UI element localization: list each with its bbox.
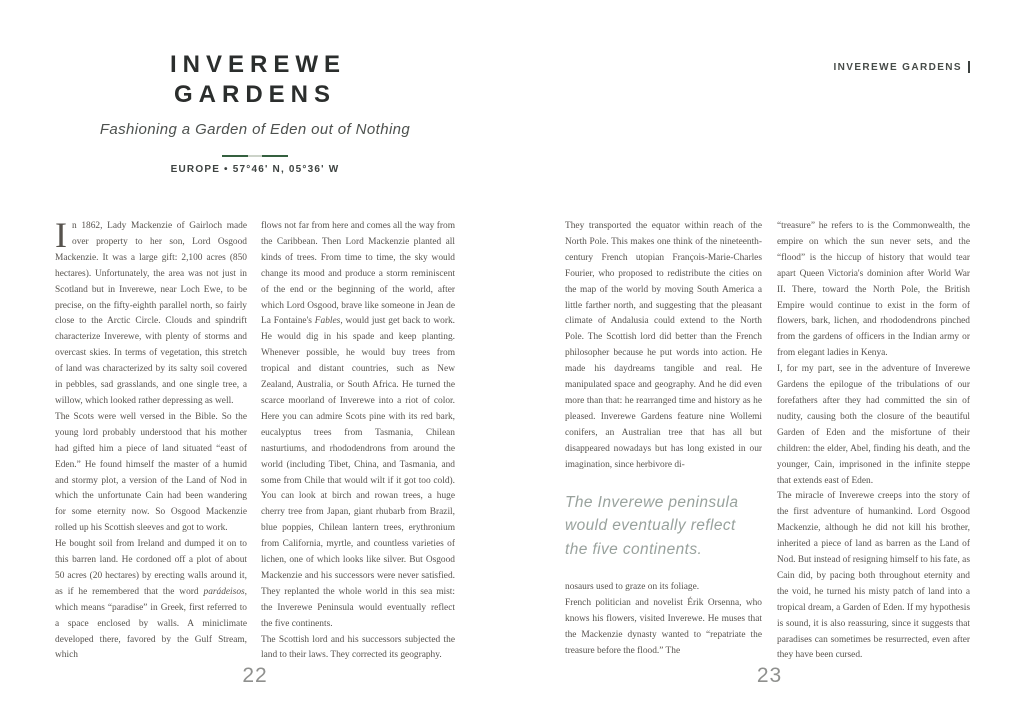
pull-quote: The Inverewe peninsula would eventually reflect the five continents. [565,493,739,558]
paragraph-text: He bought soil from Ireland and dumped it on to this barren land. He cordoned off a plot of about 50 acres (20 hectares) by erecting walls around it, as if he remembered that the word [55,539,247,597]
paragraph [55,537,247,664]
divider-segment-left [222,155,248,157]
paragraph: I, for my part, see in the adventure of Inverewe Gardens the epilogue of the tribulations of our forefathers after they had committed the sin of nudity, causing both the closure of the beautiful Garden of Eden and the misfortune of their children: the elder, Abel, finding his death, and the younger, Cain, imprisoned in the infinite steppe that extends east of Eden. [777,364,970,486]
title-line-1: INVEREWE [169,51,346,78]
location-line: EUROPE • 57°46' N, 05°36' W [170,164,340,175]
paragraph-text: flows not far from here and comes all the way from the Caribbean. Then Lord Mackenzie planted all kinds of trees. From time to time, the sky would change its mood and produce a storm reminiscent of the end or the beginning of the world, after which Lord Osgood, brave like someone in Jean de La Fontaine's [261,221,455,327]
paragraph-text: , which means “paradise” in Greek, first referred to a space enclosed by walls. A miniclimate developed there, favored by the Gulf Stream, which [55,586,247,661]
page-number-right: 23 [756,664,783,687]
title-line-2: GARDENS [173,81,336,108]
page-right [512,0,1024,720]
text-column-4 [777,219,970,664]
paragraph: French politician and novelist Érik Orsenna, who knows his flowers, visited Inverewe. He muses that the Mackenzie dynasty wanted to “repatriate the treasure before the flood.” The [565,597,762,656]
chapter-header [55,50,455,175]
paragraph-text: n 1862, Lady Mackenzie of Gairloch made over property to her son, Lord Osgood Mackenzie. It was a large gift: 2,100 acres (850 hectares). Unfortunately, the area was not just in Scotland but in Inverewe, near Loch Ewe, to be precise, on the fifty-eighth parallel north, so fairly close to the Arctic Circle. Clouds and spindrift characterize Inverewe, with plenty of storms and overcast skies. In terms of vegetation, this stretch of land was characterized by its salty soil covered in pebbles, sad grasslands, and one single tree, a willow, which looked rather depressing as well. [55,221,247,406]
divider-segment-center [248,155,262,157]
paragraph: The Scots were well versed in the Bible. So the young lord probably understood that his mother had gifted him a piece of land situated “east of Eden.” He found himself the master of a humid and stormy plot, a version of the Land of Nod in which the unfortunate Cain had been wandering for some eternity now. So Osgood Mackenzie rolled up his Scottish sleeves and got to work. [55,411,247,534]
text-column-2 [261,219,455,664]
paragraph [261,219,455,633]
paragraph: nosaurs used to graze on its foliage. [565,582,700,592]
running-head-text: INVEREWE GARDENS [833,62,962,73]
italic-term: parádeisos [203,586,245,597]
italic-term: Fables [314,316,341,327]
divider-segment-right [262,155,288,157]
paragraph [55,215,247,410]
paragraph: They transported the equator within reach of the North Pole. This makes one think of the nineteenth-century French utopian François-Marie-Charles Fourier, who proposed to redistribute the cities on the map of the world by moving South America a little farther north, and suggesting that the pleasant climate of Andalusia could extend to the North Pole. The Scottish lord did better than the French philosopher because he put words into action. He made his daydreams tangible and real. He manipulated space and geography. And he did even more than that: he rearranged time and history as he pleased. Inverewe Gardens feature nine Wollemi conifers, an Australian tree that has all but disappeared nowadays but has long existed in our imagination, since herbivore di- [565,221,762,470]
paragraph-text: , would just get back to work. He would dig in his spade and keep planting. Whenever possible, he would buy trees from tropical and distant countries, such as New Zealand, Australia, or South Africa. He turned the scarce moorland of Inverewe into a riot of color. Here you can admire Scots pine with its red bark, eucalyptus trees from Tasmania, Chilean nasturtiums, and rhododendrons from around the world (including Tibet, China, and Tasmania, and some from Chile that would wilt if it got too cold). You can look at birch and rowan trees, a huge cherry tree from Japan, giant rhubarb from Brazil, blue poppies, Chilean lantern trees, erythronium from California, myrtle, and countless varieties of lichen, one of which looks like silver. But Osgood Mackenzie and his successors were never satisfied. They replanted the whole world in this sea mist: the Inverewe Peninsula would eventually reflect the five continents. [261,316,455,629]
paragraph: The miracle of Inverewe creeps into the story of the first adventure of humankind. Lord Osgood Mackenzie, although he did not kill his brother, inherited a piece of land as barren as the Land of Nod. But instead of resigning himself to his fate, as Cain did, by pacing both throughout eternity and the void, he turned his misty patch of land into a tropical dream, a Garden of Eden. If my hypothesis is sound, it is also reassuring, since it suggests that paradises can sometimes be resurrected, even after they have been cursed. [777,491,970,661]
paragraph: “treasure” he refers to is the Commonwealth, the empire on which the sun never sets, and the “flood” is the hiccup of history that would tear apart Queen Victoria's dominion after World War II. There, toward the North Pole, the British Empire would continue to exist in the form of flowers, bark, lichen, and rhododendrons pinched from the gardens of officers in the Indian army or from elegant ladies in Kenya. [777,221,970,359]
divider-rule [222,155,288,157]
text-column-1 [55,215,247,664]
text-column-3 [565,219,762,660]
running-head [565,61,970,73]
running-head-bar [968,61,970,73]
page-number-left: 22 [242,664,268,687]
drop-cap: I [55,215,67,255]
chapter-subtitle: Fashioning a Garden of Eden out of Nothing [99,121,411,138]
page-title [55,50,455,110]
paragraph: The Scottish lord and his successors subjected the land to their laws. They corrected its geography. [261,634,455,661]
